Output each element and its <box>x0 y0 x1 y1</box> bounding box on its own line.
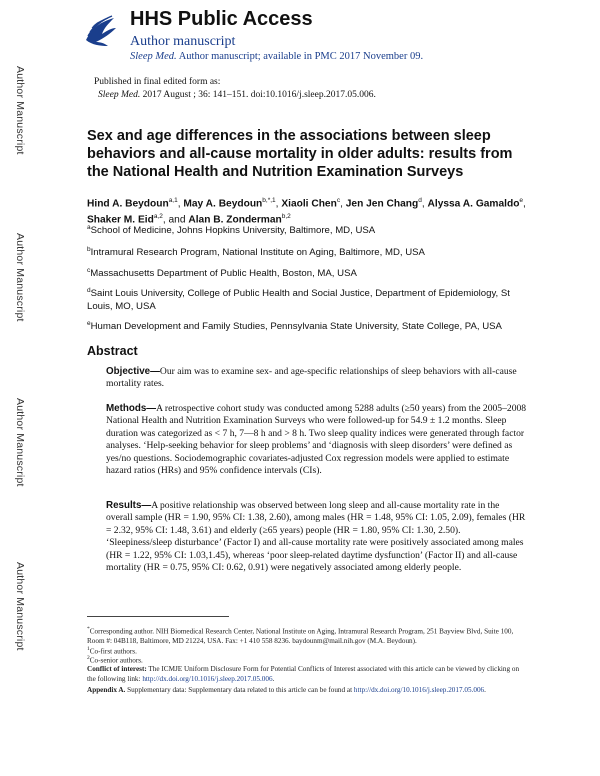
appendix-label: Appendix A. <box>87 686 126 694</box>
affiliation-sup: d <box>87 287 91 294</box>
publication-note <box>94 76 376 102</box>
author-list: Hind A. Beydoun$^{a,1}$, May A. Beydoun$^{b,*,1}$, Xiaoli Chen$^c$, Jen Jen Chang$^d$, Alyssa A. Gamaldo$^e$, Shaker M. Eid$^{a,2}$, and Alan B. Zonderman$^{b,2}$ <box>87 197 526 226</box>
conflict-link[interactable]: http://dx.doi.org/10.1016/j.sleep.2017.05.006 <box>142 674 273 683</box>
affiliation <box>87 285 527 313</box>
hhs-public-access-title: HHS Public Access <box>130 8 313 30</box>
methods-label: Methods— <box>106 403 157 414</box>
author-name: Alyssa A. Gamaldo <box>427 198 520 210</box>
footnote-sup: * <box>87 626 90 632</box>
footnote-appendix: Appendix A. Supplementary data: Supplementary data related to this article can be found at http://dx.doi.org/10.1016/j.sleep.2017.05.006. <box>87 686 486 694</box>
sidebar-label-2: Author Manuscript <box>14 233 26 322</box>
results-label: Results— <box>106 500 152 511</box>
author-name: Hind A. Beydoun <box>87 198 169 210</box>
published-label: Published in final edited form as: <box>94 77 221 87</box>
author-name: Alan B. Zonderman <box>188 214 282 226</box>
article-title: Sex and age differences in the associations between sleep behaviors and all-cause mortality in older adults: results from the National Health and Nutrition Examination Surveys <box>87 128 513 180</box>
citation <box>94 89 376 102</box>
affiliation-sup: e <box>87 320 91 327</box>
affiliation-text: Human Development and Family Studies, Pennsylvania State University, State College, PA, USA <box>90 321 502 333</box>
affiliation-text: Intramural Research Program, National Institute on Aging, Baltimore, MD, USA <box>90 247 425 259</box>
author-sup: b,*,1 <box>262 197 276 204</box>
footnote-text: Co-first authors. <box>89 647 137 656</box>
affiliation-text: Massachusetts Department of Public Health, Boston, MA, USA <box>90 268 357 280</box>
affiliation <box>87 244 527 260</box>
footnote-divider <box>87 616 229 617</box>
affiliation <box>87 318 527 334</box>
sidebar-label-3: Author Manuscript <box>14 398 26 487</box>
footnote-sup: 2 <box>87 655 90 661</box>
appendix-text: Supplementary data: Supplementary data related to this article can be found at <box>127 686 353 694</box>
affiliation <box>87 265 527 281</box>
availability-line <box>130 51 423 62</box>
footnote-sup: 1 <box>87 646 90 652</box>
author-manuscript-subtitle: Author manuscript <box>130 34 236 49</box>
footnote-conflict: Conflict of interest: The ICMJE Uniform Disclosure Form for Potential Conflicts of Interest associated with this article can be viewed by clicking on the following link: http://dx.doi.org/10.1016/j.sleep.2017.05.006. <box>87 665 520 683</box>
author-sup: a,2 <box>153 213 163 221</box>
author-name: Xiaoli Chen <box>281 198 337 210</box>
affiliation-text: Saint Louis University, College of Public Health and Social Justice, Department of Epidemiology, St Louis, MO, USA <box>87 288 510 312</box>
abstract-heading: Abstract <box>87 344 138 358</box>
author-sup: e <box>519 197 524 204</box>
objective-label: Objective— <box>106 366 160 377</box>
author-sup: a,1 <box>168 197 178 204</box>
author-name: May A. Beydoun <box>183 198 263 210</box>
abstract-methods <box>106 403 528 477</box>
abstract-objective <box>106 366 528 391</box>
sidebar-label-4: Author Manuscript <box>14 562 26 651</box>
results-text: A positive relationship was observed between long sleep and all-cause mortality rate in the overall sample (HR = 1.90, 95% CI: 1.38, 2.60), among males (HR = 1.48, 95% CI: 1.05, 2.09), females (HR = 2.32, 95% CI: 1.48, 3.61) and elderly (≥65 years) people (HR = 1.80, 95% CI: 1.30, 2.50). ‘Sleepiness/sleep disturbance’ (Factor I) and all-cause mortality rate were positively associated among males (HR = 1.22, 95% CI: 1.03,1.45), whereas ‘poor sleep-related daytime dysfunction’ (Factor II) and all-cause mortality (HR = 0.75, 95% CI: 0.62, 0.91) were negatively associated among elderly people. <box>106 500 526 574</box>
author-sup: c <box>336 197 341 204</box>
affiliation-text: School of Medicine, Johns Hopkins University, Baltimore, MD, USA <box>90 225 376 237</box>
author-sup: b,2 <box>281 213 291 221</box>
sidebar-label-1: Author Manuscript <box>14 66 26 155</box>
methods-text: A retrospective cohort study was conducted among 5288 adults (≥50 years) from the 2005–2008 National Health and Nutrition Examination Surveys who were followed-up for 54.9 ± 1.2 months. Sleep duration was categorized as < 7 h, 7—8 h and > 8 h. Two sleep quality indices were generated through factor analyses. ‘Help-seeking behavior for sleep problems’ and ‘diagnosis with sleep disorders’ were defined as yes/no questions. Sociodemographic covariates-adjusted Cox regression models were applied to estimate hazard ratios (HRs) and 95% confidence intervals (CIs). <box>106 403 527 477</box>
author-name: Jen Jen Chang <box>345 198 419 210</box>
footnote-text: Co-senior authors. <box>89 656 143 665</box>
citation-details: 2017 August ; 36: 141–151. doi:10.1016/j.sleep.2017.05.006. <box>142 90 376 100</box>
author-sup: d <box>418 197 422 204</box>
affiliation-sup: c <box>87 267 91 274</box>
affiliation-sup: b <box>87 246 91 253</box>
objective-text: Our aim was to examine sex- and age-specific relationships of sleep behaviors with all-cause mortality rates. <box>106 366 517 390</box>
conflict-label: Conflict of interest: <box>87 665 147 673</box>
hhs-eagle-logo-icon <box>78 10 122 54</box>
footnote-text: Corresponding author. NIH Biomedical Research Center, National Institute on Aging, Intramural Research Program, 251 Bayview Blvd, Suite 100, Room #: 04B118, Baltimore, MD 21224, USA. Fax: +1 410 558 8236. baydounm@mail.nih.gov (M.A. Beydoun). <box>87 627 514 645</box>
citation-journal: Sleep Med. <box>98 90 141 100</box>
abstract-results <box>106 500 528 574</box>
availability-text: Author manuscript; available in PMC 2017 November 09. <box>178 51 424 62</box>
affiliation <box>87 222 527 238</box>
footnote-corresponding <box>87 625 527 647</box>
conflict-text: The ICMJE Uniform Disclosure Form for Potential Conflicts of Interest associated with this article can be viewed by clicking on the following link: <box>87 665 520 683</box>
author-name: Shaker M. Eid <box>87 214 154 226</box>
affiliation-sup: a <box>87 224 91 231</box>
journal-name: Sleep Med. <box>130 51 177 62</box>
appendix-link[interactable]: http://dx.doi.org/10.1016/j.sleep.2017.05.006 <box>353 686 485 694</box>
